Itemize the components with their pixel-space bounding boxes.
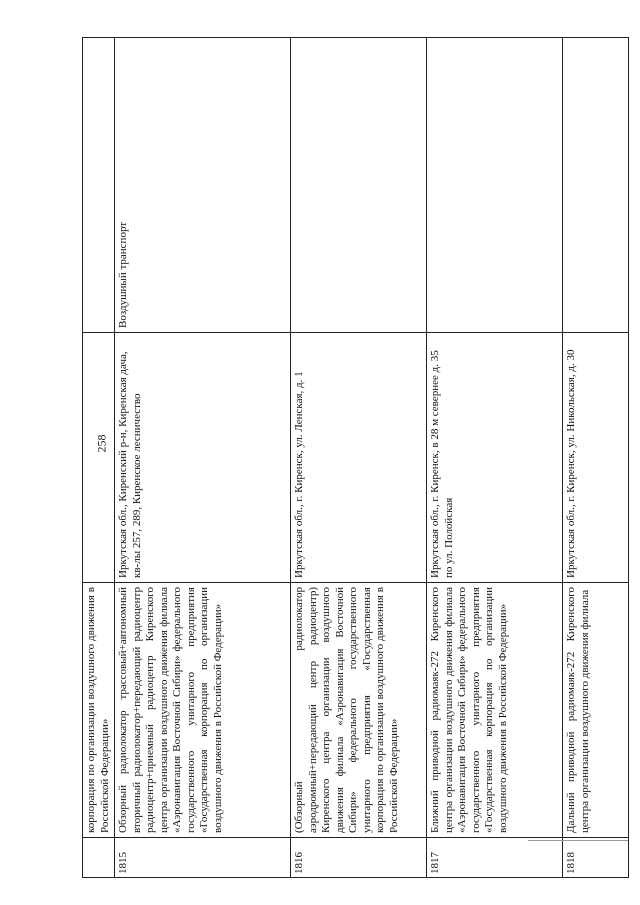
page-edge-line (528, 840, 628, 841)
row-number-cell: 1815 (115, 838, 291, 878)
row-number-cell: 1817 (427, 838, 563, 878)
object-address-cell: Иркутская обл., Киренский р-н, Киренская дача, кв-лы 257, 289, Киренское лесничество (115, 333, 291, 583)
object-category-cell: Воздушный транспорт (115, 38, 291, 333)
rotated-page (82, 38, 622, 878)
object-name-cell: (Обзорный радиолокатор аэродромный+передающий центр радиоцентр) Киренского центра организации воздушного движения филиала «Аэронавигация Восточной Сибири» федерального государственного унитарного предприятия «Государственная корпорация по организации воздушного движения в Российской Федерации» (291, 583, 427, 838)
object-address-cell (83, 333, 115, 583)
table-row (427, 38, 563, 878)
object-address-cell: Иркутская обл., г. Киренск, ул. Никольская, д. 30 (563, 333, 629, 583)
object-category-cell (83, 38, 115, 333)
row-number-cell (83, 838, 115, 878)
object-address-cell: Иркутская обл., г. Киренск, ул. Ленская, д. 1 (291, 333, 427, 583)
row-number-cell: 1818 (563, 838, 629, 878)
page-number: 258 (94, 434, 109, 453)
table-row (291, 38, 427, 878)
object-name-cell: корпорация по организации воздушного движения в Российской Федерации» (83, 583, 115, 838)
object-category-cell (563, 38, 629, 333)
object-address-cell: Иркутская обл., г. Киренск, в 28 м севернее д. 35 по ул. Полойская (427, 333, 563, 583)
row-number-cell: 1816 (291, 838, 427, 878)
table-row (83, 38, 115, 878)
object-category-cell (427, 38, 563, 333)
table-row (115, 38, 291, 878)
object-name-cell: Обзорный радиолокатор трассовый+автономный вторичный радиолокатор+передающий радиоцентр радиоцентр+приемный радиоцентр Киренского центра организации воздушного движения филиала «Аэронавигация Восточной Сибири» федерального государственного унитарного предприятия «Государственная корпорация по организации воздушного движения в Российской Федерации» (115, 583, 291, 838)
object-category-cell (291, 38, 427, 333)
objects-table (82, 37, 629, 878)
object-name-cell: Ближний приводной радиомаяк-272 Киренского центра организации воздушного движения филиала «Аэронавигация Восточной Сибири» федерального государственного унитарного предприятия «Государственная корпорация по организации воздушного движения в Российской Федерации» (427, 583, 563, 838)
object-name-cell: Дальний приводной радиомаяк-272 Киренского центра организации воздушного движения филиала (563, 583, 629, 838)
table-row (563, 38, 629, 878)
